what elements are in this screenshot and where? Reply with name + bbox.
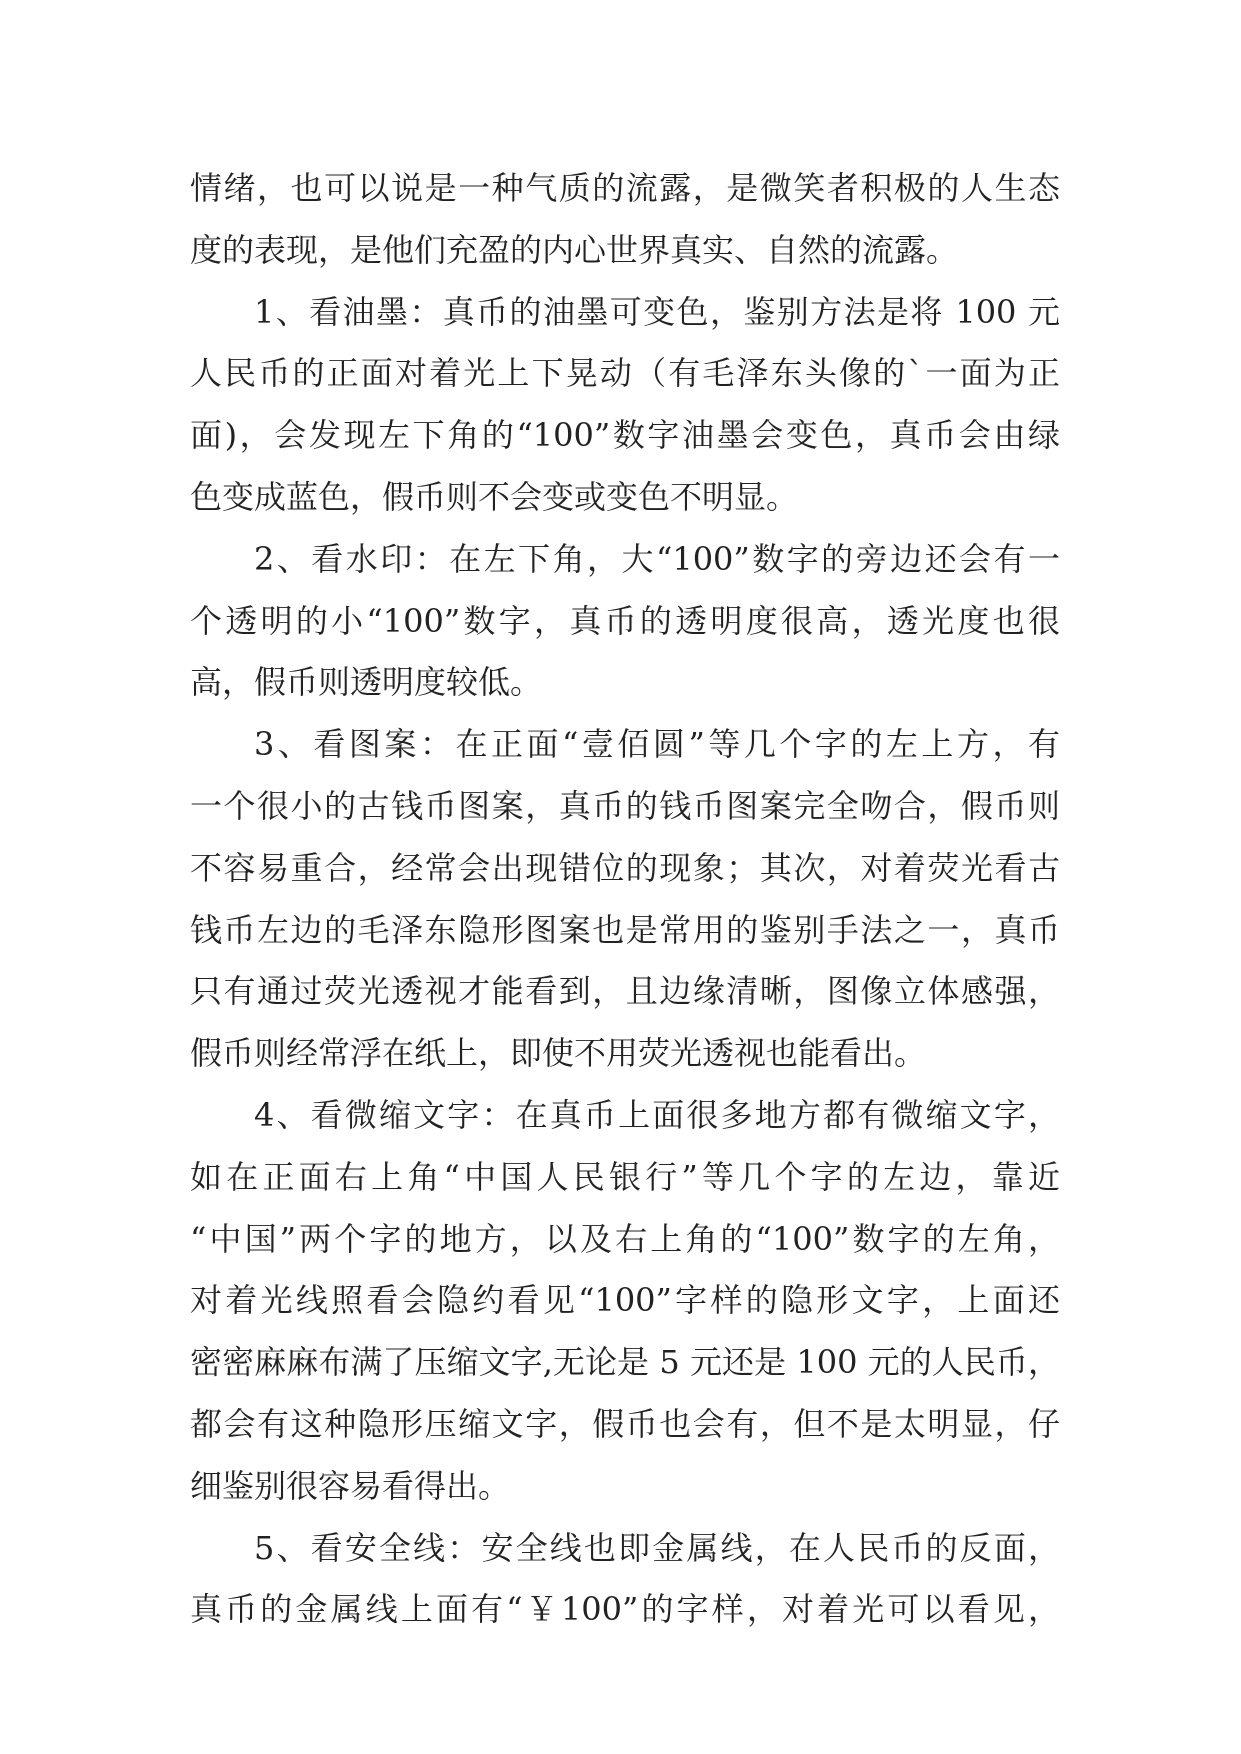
- paragraph-line: “中国”两个字的地方，以及右上角的“100”数字的左角，: [190, 1219, 1060, 1258]
- paragraph-line: 如在正面右上角“中国人民银行”等几个字的左边，靠近: [190, 1157, 1060, 1196]
- paragraph-line: 2、看水印：在左下角，大“100”数字的旁边还会有一: [254, 539, 1060, 578]
- paragraph-line: 真币的金属线上面有“￥100”的字样，对着光可以看见，: [190, 1590, 1060, 1629]
- paragraph-line: 一个很小的古钱币图案，真币的钱币图案完全吻合，假币则: [190, 786, 1060, 825]
- paragraph-line: 对着光线照看会隐约看见“100”字样的隐形文字，上面还: [190, 1281, 1060, 1320]
- paragraph-line: 4、看微缩文字：在真币上面很多地方都有微缩文字，: [254, 1095, 1060, 1134]
- paragraph-line: 都会有这种隐形压缩文字，假币也会有，但不是太明显，仔: [190, 1404, 1060, 1443]
- paragraph-line: 度的表现，是他们充盈的内心世界真实、自然的流露。: [190, 230, 959, 269]
- paragraph-line: 1、看油墨：真币的油墨可变色，鉴别方法是将 100 元: [254, 292, 1060, 331]
- paragraph-line: 个透明的小“100”数字，真币的透明度很高，透光度也很: [190, 601, 1060, 640]
- paragraph-line: 色变成蓝色，假币则不会变或变色不明显。: [190, 477, 799, 516]
- paragraph-line: 细鉴别很容易看得出。: [190, 1466, 511, 1505]
- paragraph-line: 钱币左边的毛泽东隐形图案也是常用的鉴别手法之一，真币: [190, 910, 1060, 949]
- paragraph-line: 情绪，也可以说是一种气质的流露，是微笑者积极的人生态: [190, 169, 1060, 207]
- paragraph-line: 假币则经常浮在纸上，即使不用荧光透视也能看出。: [190, 1034, 927, 1073]
- paragraph-line: 人民币的正面对着光上下晃动（有毛泽东头像的`一面为正: [190, 354, 1060, 393]
- paragraph-line: 只有通过荧光透视才能看到，且边缘清晰，图像立体感强，: [190, 972, 1060, 1011]
- paragraph-line: 5、看安全线：安全线也即金属线，在人民币的反面，: [254, 1528, 1060, 1567]
- paragraph-line: 密密麻麻布满了压缩文字,无论是 5 元还是 100 元的人民币，: [190, 1343, 1060, 1382]
- paragraph-line: 面)，会发现左下角的“100”数字油墨会变色，真币会由绿: [190, 416, 1060, 455]
- paragraph-line: 高，假币则透明度较低。: [190, 663, 543, 702]
- paragraph-line: 不容易重合，经常会出现错位的现象；其次，对着荧光看古: [190, 848, 1060, 887]
- body-text: [190, 158, 1060, 1641]
- paragraph-line: 3、看图案：在正面“壹佰圆”等几个字的左上方，有: [254, 725, 1060, 764]
